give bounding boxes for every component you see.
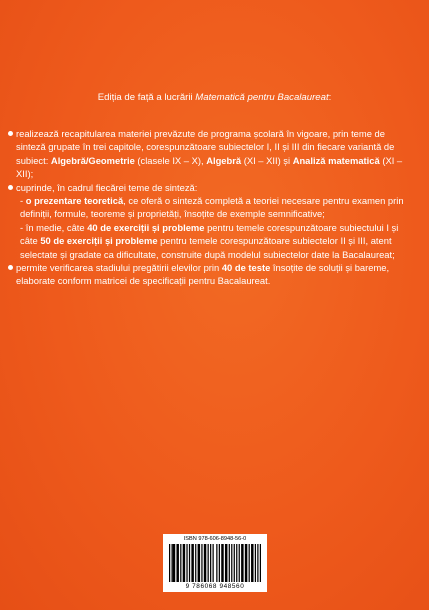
barcode-bar: [241, 544, 243, 582]
text-segment: (clasele IX – X),: [134, 154, 207, 166]
isbn-label: ISBN 978-606-8948-56-0: [183, 536, 247, 542]
barcode-bar: [221, 544, 223, 582]
barcode-bar: [231, 544, 232, 582]
barcode-bar: [229, 544, 230, 582]
isbn-barcode: [163, 534, 267, 592]
barcode-bar: [189, 544, 190, 582]
feature-subitem: [10, 221, 415, 261]
barcode-bar: [191, 544, 193, 582]
barcode-bar: [201, 544, 202, 582]
bullet-dot-icon: [8, 131, 13, 136]
barcode-bar: [169, 544, 170, 582]
bold-segment: Algebră/Geometrie: [50, 154, 135, 166]
feature-subitem: [10, 194, 415, 221]
barcode-bar: [251, 544, 253, 582]
text-segment: pentru temele corespunzătoare subiectelor II și III, atent selectate și gradate ca dificultate, construite după modelul subiectelor date la Bacalaureat;: [20, 235, 395, 260]
text-segment: pentru temele corespunzătoare subiectului I și câte: [20, 221, 399, 247]
bold-segment: Algebră: [206, 154, 242, 166]
feature-item: [10, 181, 415, 194]
feature-list: [10, 127, 415, 288]
bullet-dot-icon: [8, 265, 13, 270]
barcode-bar: [255, 544, 256, 582]
barcode-bar: [183, 544, 185, 582]
barcode-bar: [208, 544, 209, 582]
bold-segment: 40 de exerciții și probleme: [87, 221, 205, 233]
bold-segment: 50 de exerciții și probleme: [40, 235, 158, 247]
bullet-dot-icon: [8, 185, 13, 190]
barcode-bar: [171, 544, 172, 582]
text-segment: permite verificarea stadiului pregătirii elevilor prin: [16, 262, 222, 274]
text-segment: însoțite de soluții și bareme, elaborate conform matricei de specificații pentru Bacalaureat.: [16, 262, 390, 287]
barcode-bar: [204, 544, 206, 582]
barcode-bar: [225, 544, 227, 582]
barcode-digits: 9 786068 948560: [185, 583, 245, 590]
barcode-bar: [173, 544, 175, 582]
feature-item: [10, 127, 415, 181]
barcode-bar: [236, 544, 237, 582]
text-segment: -: [20, 195, 26, 207]
bold-segment: 40 de teste: [221, 262, 271, 274]
barcode-bar: [195, 544, 196, 582]
text-segment: - în medie, câte: [20, 221, 88, 233]
barcode-bar: [234, 544, 235, 582]
book-title: Matematică pentru Bacalaureat: [195, 92, 329, 103]
barcode-bar: [260, 544, 261, 582]
barcode-bar: [186, 544, 187, 582]
barcode-bar: [210, 544, 211, 582]
text-segment: realizează recapitularea materiei prevăzute de programa școlară în vigoare, prin teme de sinteză grupate în trei capitole, corespunzătoare subiectelor I, II și III din fiecare variantă de subiect:: [16, 128, 395, 166]
intro-prefix: Ediția de față a lucrării: [97, 92, 196, 103]
barcode-bars-icon: [169, 544, 261, 582]
barcode-bar: [216, 544, 217, 582]
barcode-bar: [198, 544, 200, 582]
intro-suffix: :: [328, 92, 332, 103]
barcode-bar: [249, 544, 250, 582]
barcode-bar: [176, 544, 178, 582]
barcode-bar: [245, 544, 247, 582]
barcode-bar: [239, 544, 240, 582]
text-segment: , ce oferă o sinteză completă a teoriei necesare pentru examen prin definiții, formule, teoreme și proprietăți, însoțite de exemple semnificative;: [20, 195, 404, 220]
barcode-bar: [219, 544, 220, 582]
feature-item: [10, 261, 415, 288]
text-segment: cuprinde, în cadrul fiecărei teme de sinteză:: [16, 181, 198, 193]
text-segment: (XI – XII);: [16, 154, 403, 180]
barcode-bar: [180, 544, 181, 582]
intro-line: [0, 92, 429, 104]
bold-segment: Analiză matematică: [292, 154, 380, 166]
barcode-bar: [213, 544, 214, 582]
bold-segment: o prezentare teoretică: [25, 195, 124, 207]
barcode-bar: [257, 544, 258, 582]
text-segment: (XI – XII) și: [241, 154, 293, 166]
